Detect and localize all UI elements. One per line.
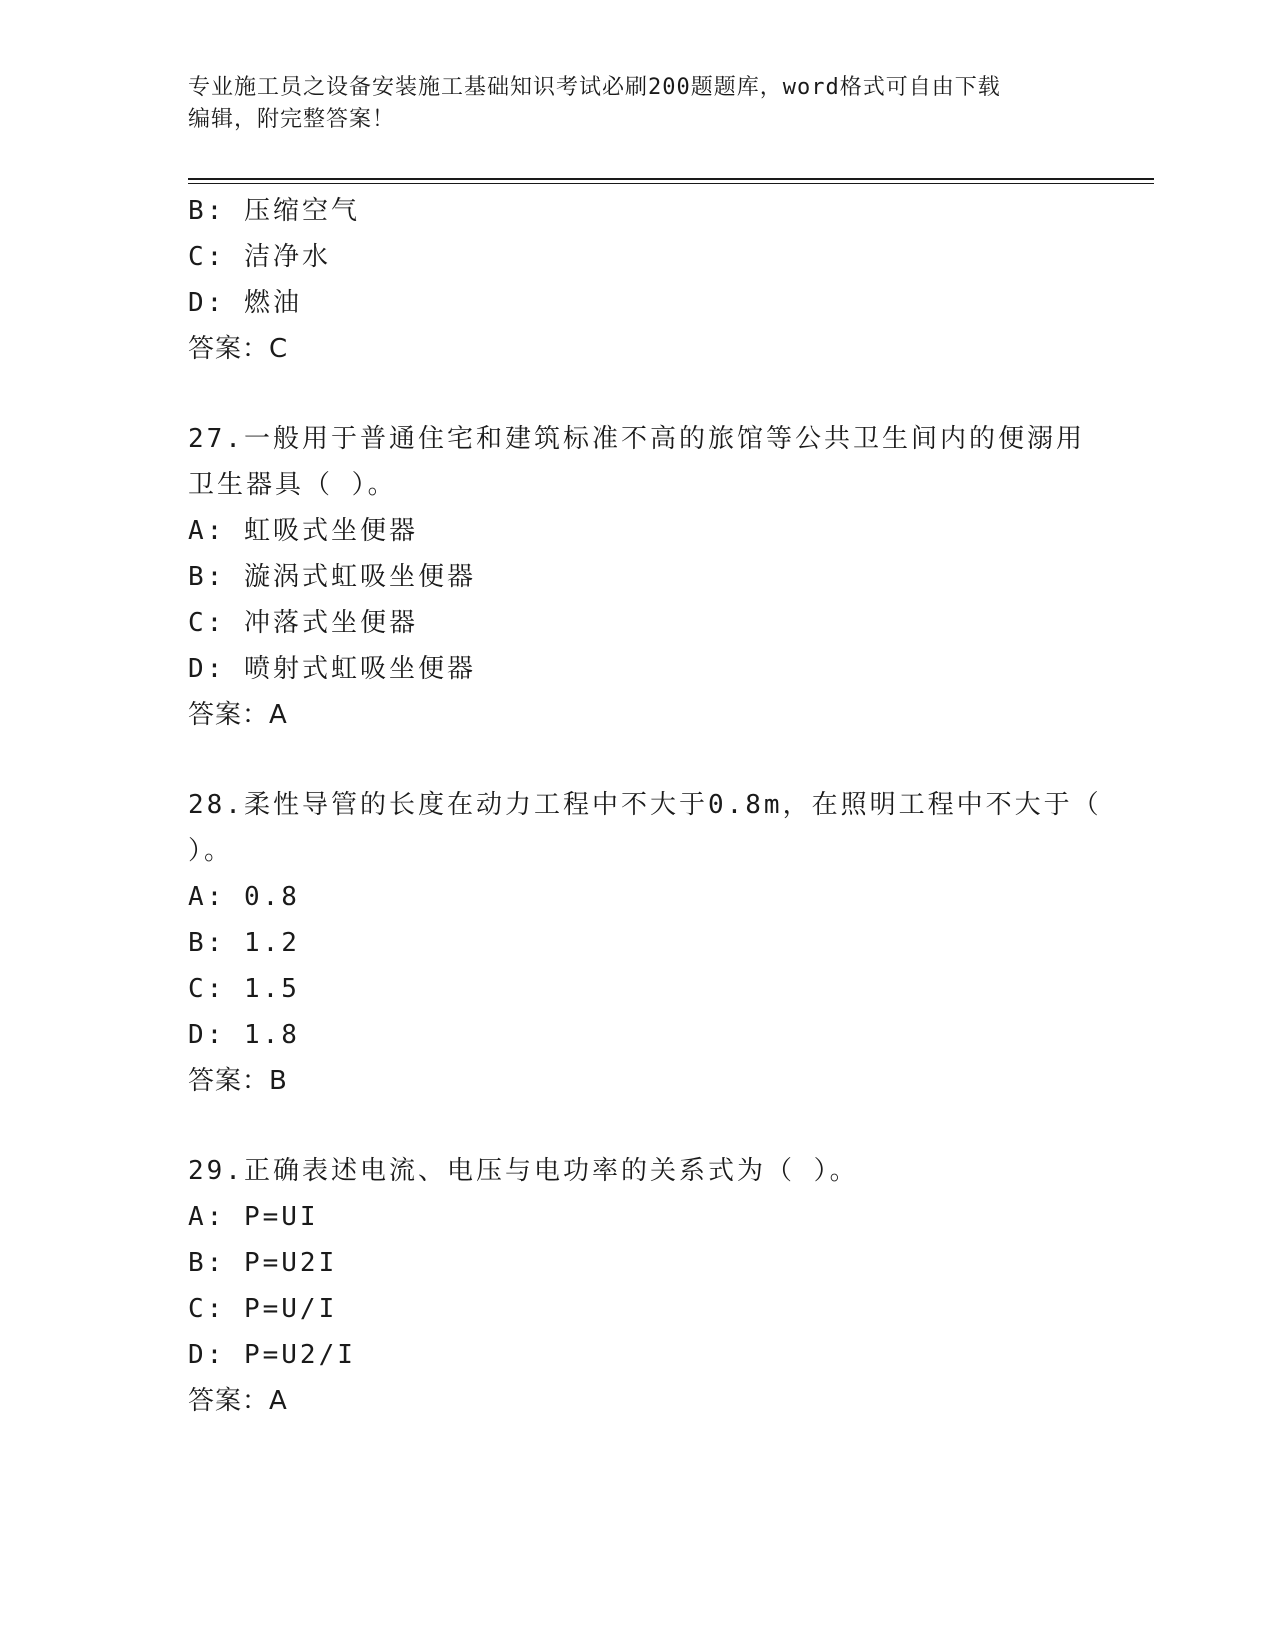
option-b: B: 1.2 [188, 928, 300, 958]
question-list [188, 188, 1102, 1424]
answer-line: 答案：C [188, 334, 289, 364]
option-d: D: 喷射式虹吸坐便器 [188, 654, 476, 684]
option-a: A: P=UI [188, 1202, 319, 1232]
question-26-tail [188, 188, 1088, 372]
option-c: C: 1.5 [188, 974, 300, 1004]
option-c: C: 洁净水 [188, 242, 331, 272]
header-divider-thick [188, 178, 1154, 180]
question-stem-line-1: 29.正确表述电流、电压与电功率的关系式为（ ）。 [188, 1156, 859, 1186]
question-28 [188, 782, 1102, 1104]
question-27 [188, 416, 1088, 738]
option-d: D: 燃油 [188, 288, 302, 318]
document-header [188, 72, 1088, 136]
question-stem-line-1: 27.一般用于普通住宅和建筑标准不高的旅馆等公共卫生间内的便溺用 [188, 424, 1085, 454]
spacer [188, 372, 1088, 416]
question-stem-line-2: ）。 [188, 836, 234, 866]
question-stem-line-1: 28.柔性导管的长度在动力工程中不大于0.8m，在照明工程中不大于（ [188, 790, 1102, 820]
option-c: C: P=U/I [188, 1294, 338, 1324]
option-d: D: 1.8 [188, 1020, 300, 1050]
answer-line: 答案：B [188, 1066, 288, 1096]
option-b: B: 压缩空气 [188, 196, 360, 226]
option-a: A: 0.8 [188, 882, 300, 912]
header-line-2: 编辑，附完整答案！ [188, 107, 396, 132]
question-29 [188, 1148, 1088, 1424]
option-b: B: 漩涡式虹吸坐便器 [188, 562, 476, 592]
option-a: A: 虹吸式坐便器 [188, 516, 418, 546]
option-c: C: 冲落式坐便器 [188, 608, 418, 638]
answer-line: 答案：A [188, 700, 288, 730]
answer-line: 答案：A [188, 1386, 288, 1416]
option-d: D: P=U2/I [188, 1340, 356, 1370]
spacer [188, 1104, 1088, 1148]
question-stem-line-2: 卫生器具（ ）。 [188, 470, 397, 500]
header-divider-thin [188, 183, 1154, 184]
header-line-1: 专业施工员之设备安装施工基础知识考试必刷200题题库，word格式可自由下载 [188, 75, 1001, 100]
spacer [188, 738, 1088, 782]
option-b: B: P=U2I [188, 1248, 338, 1278]
